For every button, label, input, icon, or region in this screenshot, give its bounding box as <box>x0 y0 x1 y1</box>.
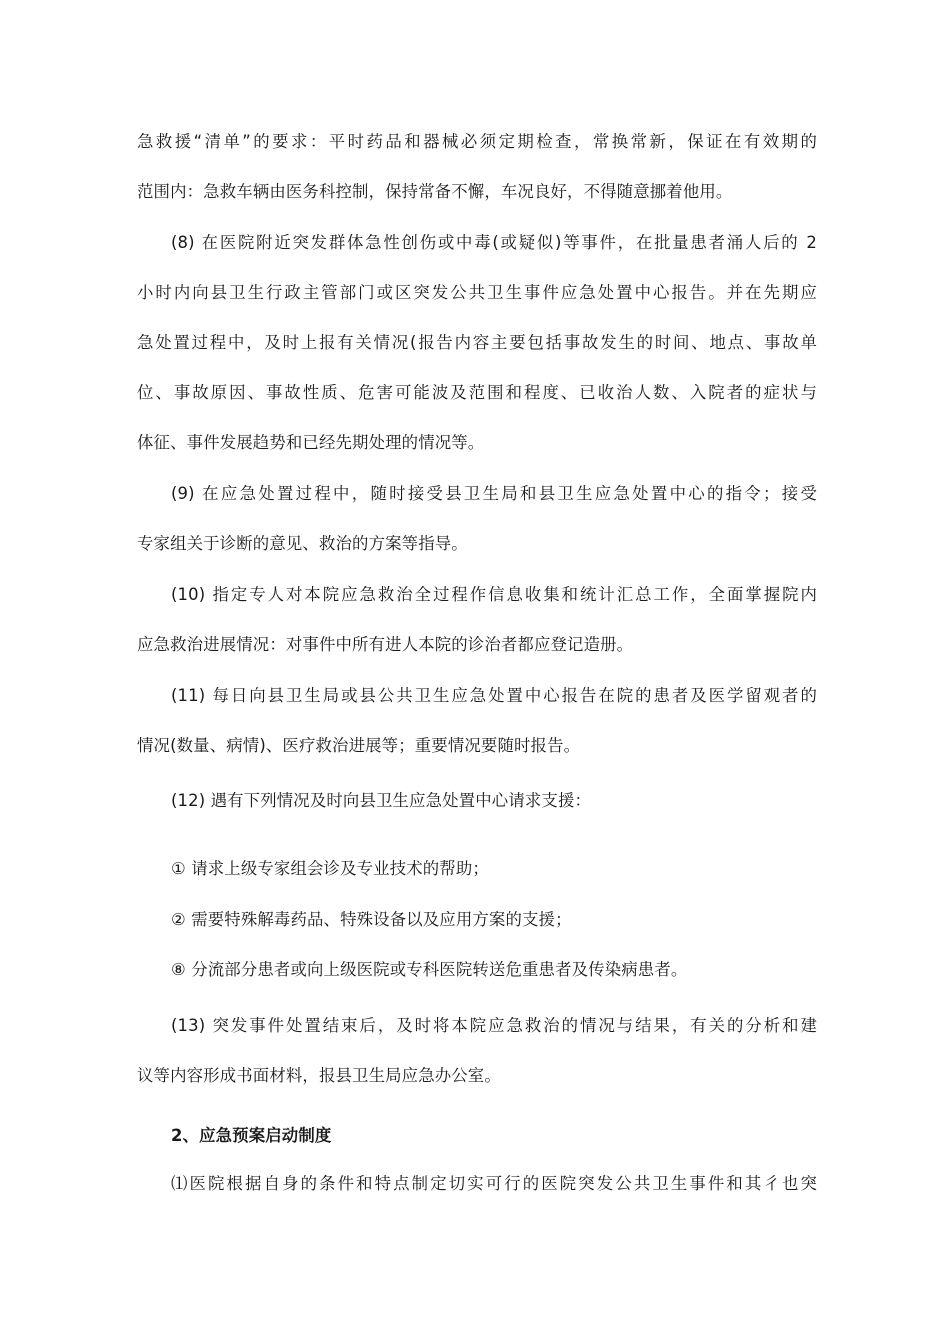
paragraph-line: ⑴医院根据自身的条件和特点制定切实可行的医院突发公共卫生事件和其彳也突 <box>171 1174 817 1193</box>
paragraph-line: 议等内容形成书面材料，报县卫生局应急办公室。 <box>137 1066 501 1085</box>
paragraph-line: (12) 遇有下列情况及时向县卫生应急处置中心请求支援： <box>171 791 592 810</box>
paragraph-line: 位、事故原因、事故性质、危害可能波及范围和程度、已收治人数、入院者的症状与 <box>137 383 817 402</box>
paragraph-line: 情况(数量、病情)、医疗救治进展等；重要情况要随时报告。 <box>137 736 581 755</box>
paragraph-line: 体征、事件发展趋势和已经先期处理的情况等。 <box>137 433 485 452</box>
list-item: ② 需要特殊解毒药品、特殊设备以及应用方案的支援； <box>171 910 572 929</box>
paragraph-line: (13) 突发事件处置结束后，及时将本院应急救治的情况与结果，有关的分析和建 <box>171 1016 817 1035</box>
paragraph-line: (11) 每日向县卫生局或县公共卫生应急处置中心报告在院的患者及医学留观者的 <box>171 686 817 705</box>
list-item: ⑧ 分流部分患者或向上级医院或专科医院转送危重患者及传染病患者。 <box>171 960 688 979</box>
paragraph-line: (8) 在医院附近突发群体急性创伤或中毒(或疑似)等事件，在批量患者涌人后的 2 <box>171 233 817 252</box>
paragraph-line: 应急救治进展情况：对事件中所有进人本院的诊治者都应登记造册。 <box>137 635 634 654</box>
paragraph-line: 小时内向县卫生行政主管部门或区突发公共卫生事件应急处置中心报告。并在先期应 <box>137 283 817 302</box>
paragraph-line: 范围内：急救车辆由医务科控制，保持常备不懈，车况良好，不得随意挪着他用。 <box>137 182 733 201</box>
section-heading: 2、应急预案启动制度 <box>171 1126 332 1145</box>
paragraph-line: (9) 在应急处置过程中，随时接受县卫生局和县卫生应急处置中心的指令；接受 <box>171 484 817 503</box>
paragraph-line: 急救援“清单”的要求：平时药品和器械必须定期检查，常换常新，保证在有效期的 <box>137 132 817 151</box>
paragraph-line: 急处置过程中，及时上报有关情况(报告内容主要包括事故发生的时间、地点、事故单 <box>137 333 817 352</box>
list-item: ① 请求上级专家组会诊及专业技术的帮助； <box>171 859 489 878</box>
paragraph-line: 专家组关于诊断的意见、救治的方案等指导。 <box>137 534 468 553</box>
paragraph-line: (10) 指定专人对本院应急救治全过程作信息收集和统计汇总工作，全面掌握院内 <box>171 585 817 604</box>
